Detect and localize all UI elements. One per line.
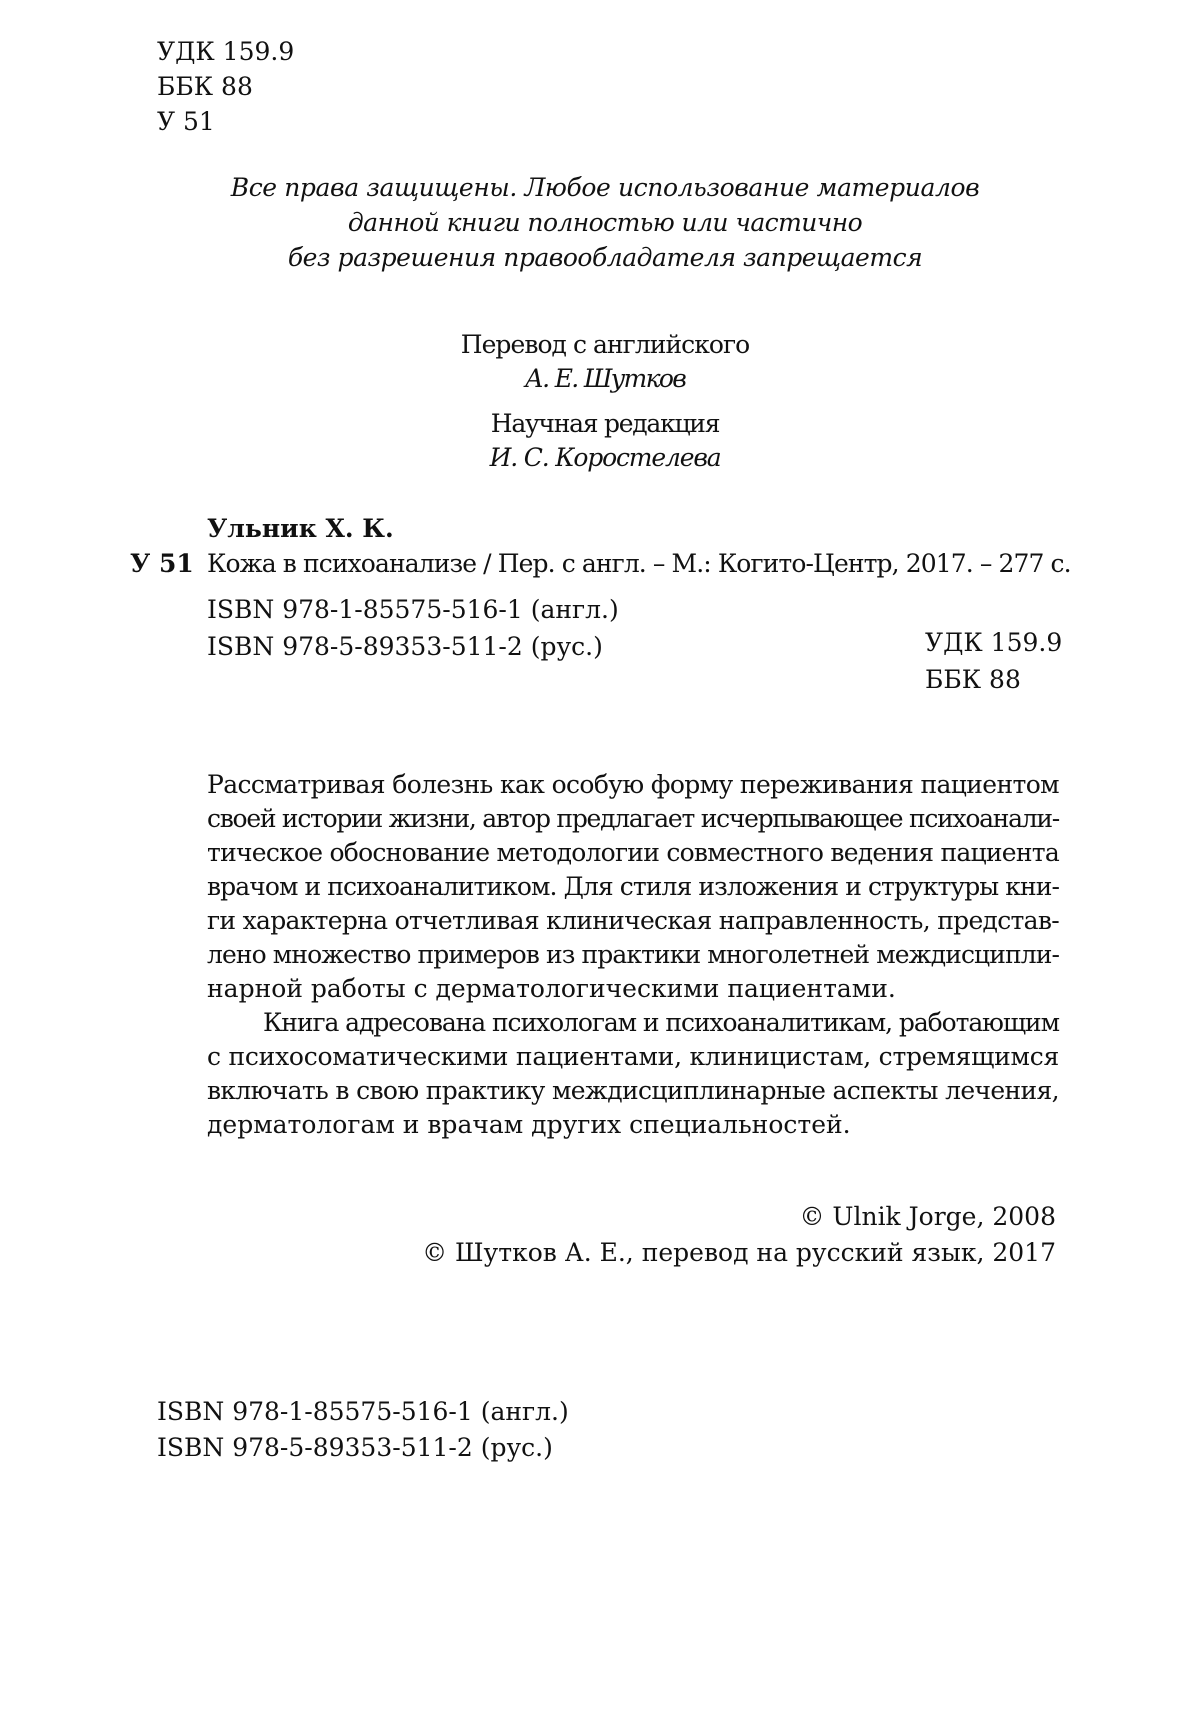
rights-notice: [0, 170, 1200, 275]
rights-line: данной книги полностью или частично: [347, 208, 863, 237]
editor-name: И. С. Коростелева: [489, 443, 721, 472]
annotation-line: Книга адресована психологам и психоаналитикам, работающим: [263, 1008, 1059, 1037]
annotation-line: лено множество примеров из практики многолетней междисципли-: [207, 940, 1059, 969]
copyright-original: © Ulnik Jorge, 2008: [799, 1202, 1056, 1231]
author-mark: У 51: [157, 107, 215, 136]
catalog-udc: УДК 159.9: [925, 628, 1063, 657]
annotation-line: своей истории жизни, автор предлагает исчерпывающее психоанали-: [207, 804, 1059, 833]
catalog-shelf-mark: У 51: [130, 549, 194, 578]
bbk-code: ББК 88: [157, 72, 253, 101]
credits-block: [0, 328, 1200, 475]
annotation-line: Рассматривая болезнь как особую форму переживания пациентом: [207, 770, 1059, 799]
annotation-line: дерматологам и врачам других специальностей.: [207, 1110, 851, 1139]
translation-label: Перевод с английского: [460, 330, 750, 359]
annotation: [207, 768, 1059, 1142]
catalog-isbn-list: [207, 591, 619, 665]
catalog-isbn-russian: ISBN 978-5-89353-511-2 (рус.): [207, 632, 603, 661]
udc-code: УДК 159.9: [157, 37, 295, 66]
editor-label: Научная редакция: [490, 409, 720, 438]
copyright-block: [0, 1199, 1056, 1271]
isbn-block: [157, 1394, 569, 1466]
rights-line: без разрешения правообладателя запрещается: [287, 243, 923, 272]
annotation-line: тическое обоснование методологии совместного ведения пациента: [207, 838, 1059, 867]
rights-line: Все права защищены. Любое использование материалов: [230, 173, 980, 202]
translator-name: А. Е. Шутков: [524, 364, 686, 393]
annotation-line: нарной работы с дерматологическими пациентами.: [207, 974, 896, 1003]
annotation-line: ги характерна отчетливая клиническая направленность, представ-: [207, 906, 1059, 935]
catalog-isbn-english: ISBN 978-1-85575-516-1 (англ.): [207, 595, 619, 624]
copyright-translation: © Шутков А. Е., перевод на русский язык, 2017: [422, 1238, 1056, 1267]
annotation-line: с психосоматическими пациентами, клиницистам, стремящимся: [207, 1042, 1059, 1071]
catalog-codes: [925, 624, 1062, 698]
catalog-author: Ульник Х. К.: [207, 514, 394, 543]
isbn-english: ISBN 978-1-85575-516-1 (англ.): [157, 1397, 569, 1426]
catalog-description: [207, 547, 1071, 581]
annotation-line: врачом и психоаналитиком. Для стиля изложения и структуры кни-: [207, 872, 1059, 901]
catalog-description-text: Кожа в психоанализе / Пер. с англ. – М.: Когито-Центр, 2017. – 277 с.: [207, 549, 1071, 578]
isbn-russian: ISBN 978-5-89353-511-2 (рус.): [157, 1433, 553, 1462]
catalog-bbk: ББК 88: [925, 665, 1021, 694]
annotation-line: включать в свою практику междисциплинарные аспекты лечения,: [207, 1076, 1059, 1105]
classification-codes: [157, 34, 294, 139]
